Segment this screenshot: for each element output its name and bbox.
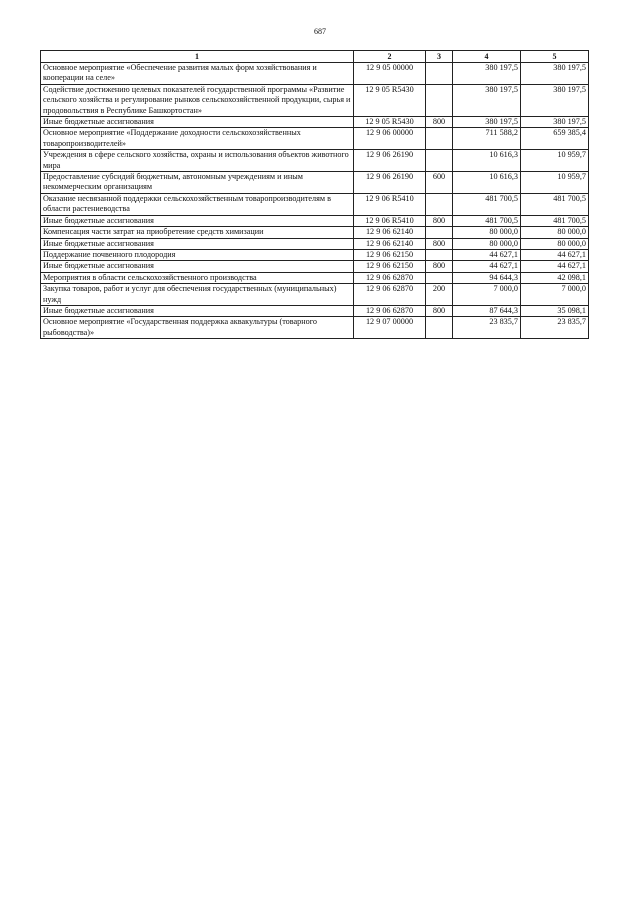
table-row xyxy=(41,63,589,85)
row-name: Основное мероприятие «Государственная поддержка аквакультуры (товарного рыбоводства)» xyxy=(41,317,354,339)
row-name: Иные бюджетные ассигнования xyxy=(41,305,354,316)
row-code: 12 9 06 62150 xyxy=(354,261,426,272)
row-value-1: 380 197,5 xyxy=(453,84,521,116)
row-expense-type: 800 xyxy=(426,305,453,316)
table-row xyxy=(41,249,589,260)
row-expense-type: 800 xyxy=(426,238,453,249)
row-name: Иные бюджетные ассигнования xyxy=(41,117,354,128)
row-value-2: 80 000,0 xyxy=(521,227,589,238)
row-value-2: 44 627,1 xyxy=(521,261,589,272)
row-expense-type xyxy=(426,128,453,150)
table-row xyxy=(41,215,589,226)
row-value-2: 42 098,1 xyxy=(521,272,589,283)
row-expense-type: 800 xyxy=(426,215,453,226)
row-code: 12 9 06 62140 xyxy=(354,238,426,249)
table-row xyxy=(41,193,589,215)
row-value-2: 7 000,0 xyxy=(521,284,589,306)
row-expense-type: 800 xyxy=(426,261,453,272)
row-name: Предоставление субсидий бюджетным, автономным учреждениям и иным некоммерческим организациям xyxy=(41,172,354,194)
row-code: 12 9 06 62870 xyxy=(354,272,426,283)
row-value-2: 380 197,5 xyxy=(521,117,589,128)
header-col-3: 3 xyxy=(426,51,453,63)
header-col-1: 1 xyxy=(41,51,354,63)
row-code: 12 9 06 R5410 xyxy=(354,193,426,215)
row-value-2: 23 835,7 xyxy=(521,317,589,339)
row-name: Учреждения в сфере сельского хозяйства, охраны и использования объектов животного мира xyxy=(41,150,354,172)
table-row xyxy=(41,284,589,306)
row-expense-type xyxy=(426,317,453,339)
table-row xyxy=(41,128,589,150)
row-value-2: 380 197,5 xyxy=(521,84,589,116)
row-code: 12 9 06 00000 xyxy=(354,128,426,150)
table-row xyxy=(41,238,589,249)
row-expense-type xyxy=(426,63,453,85)
row-code: 12 9 05 R5430 xyxy=(354,117,426,128)
row-expense-type xyxy=(426,150,453,172)
row-code: 12 9 06 62150 xyxy=(354,249,426,260)
table-row xyxy=(41,272,589,283)
header-col-5: 5 xyxy=(521,51,589,63)
header-row xyxy=(41,51,589,63)
row-expense-type xyxy=(426,272,453,283)
row-code: 12 9 06 26190 xyxy=(354,172,426,194)
table-row xyxy=(41,117,589,128)
row-value-2: 10 959,7 xyxy=(521,172,589,194)
table-row xyxy=(41,317,589,339)
row-name: Закупка товаров, работ и услуг для обеспечения государственных (муниципальных) нужд xyxy=(41,284,354,306)
row-expense-type xyxy=(426,249,453,260)
row-name: Иные бюджетные ассигнования xyxy=(41,215,354,226)
row-name: Основное мероприятие «Поддержание доходности сельскохозяйственных товаропроизводителей» xyxy=(41,128,354,150)
page-number: 687 xyxy=(314,27,326,36)
row-name: Компенсация части затрат на приобретение средств химизации xyxy=(41,227,354,238)
row-name: Мероприятия в области сельскохозяйственного производства xyxy=(41,272,354,283)
row-expense-type: 200 xyxy=(426,284,453,306)
row-expense-type xyxy=(426,84,453,116)
row-expense-type xyxy=(426,193,453,215)
row-value-2: 80 000,0 xyxy=(521,238,589,249)
table-body xyxy=(41,63,589,339)
row-code: 12 9 06 62140 xyxy=(354,227,426,238)
row-value-1: 7 000,0 xyxy=(453,284,521,306)
row-value-2: 481 700,5 xyxy=(521,215,589,226)
row-value-2: 10 959,7 xyxy=(521,150,589,172)
row-value-1: 23 835,7 xyxy=(453,317,521,339)
row-code: 12 9 06 R5410 xyxy=(354,215,426,226)
row-value-1: 380 197,5 xyxy=(453,117,521,128)
row-name: Иные бюджетные ассигнования xyxy=(41,261,354,272)
table-row xyxy=(41,261,589,272)
row-code: 12 9 05 R5430 xyxy=(354,84,426,116)
row-value-1: 80 000,0 xyxy=(453,227,521,238)
row-value-2: 481 700,5 xyxy=(521,193,589,215)
row-name: Основное мероприятие «Обеспечение развития малых форм хозяйствования и кооперации на селе» xyxy=(41,63,354,85)
row-value-1: 87 644,3 xyxy=(453,305,521,316)
row-value-1: 94 644,3 xyxy=(453,272,521,283)
row-code: 12 9 06 62870 xyxy=(354,284,426,306)
row-value-1: 481 700,5 xyxy=(453,215,521,226)
row-code: 12 9 06 62870 xyxy=(354,305,426,316)
row-value-2: 35 098,1 xyxy=(521,305,589,316)
row-expense-type xyxy=(426,227,453,238)
row-code: 12 9 07 00000 xyxy=(354,317,426,339)
table-row xyxy=(41,227,589,238)
budget-table xyxy=(40,50,589,339)
row-code: 12 9 05 00000 xyxy=(354,63,426,85)
row-value-1: 10 616,3 xyxy=(453,150,521,172)
row-value-1: 10 616,3 xyxy=(453,172,521,194)
row-code: 12 9 06 26190 xyxy=(354,150,426,172)
row-value-1: 711 588,2 xyxy=(453,128,521,150)
row-name: Иные бюджетные ассигнования xyxy=(41,238,354,249)
row-value-2: 380 197,5 xyxy=(521,63,589,85)
row-name: Поддержание почвенного плодородия xyxy=(41,249,354,260)
row-value-2: 659 385,4 xyxy=(521,128,589,150)
table-row xyxy=(41,172,589,194)
row-value-1: 80 000,0 xyxy=(453,238,521,249)
row-value-1: 44 627,1 xyxy=(453,261,521,272)
row-expense-type: 600 xyxy=(426,172,453,194)
row-value-1: 481 700,5 xyxy=(453,193,521,215)
row-name: Содействие достижению целевых показателей государственной программы «Развитие сельского хозяйства и регулирование рынков сельскохозяйственной продукции, сырья и продовольствия в Республике Башкортостан» xyxy=(41,84,354,116)
header-col-4: 4 xyxy=(453,51,521,63)
row-value-2: 44 627,1 xyxy=(521,249,589,260)
table-row xyxy=(41,305,589,316)
row-expense-type: 800 xyxy=(426,117,453,128)
row-name: Оказание несвязанной поддержки сельскохозяйственным товаропроизводителям в области растениеводства xyxy=(41,193,354,215)
row-value-1: 380 197,5 xyxy=(453,63,521,85)
table-row xyxy=(41,150,589,172)
row-value-1: 44 627,1 xyxy=(453,249,521,260)
table-row xyxy=(41,84,589,116)
header-col-2: 2 xyxy=(354,51,426,63)
